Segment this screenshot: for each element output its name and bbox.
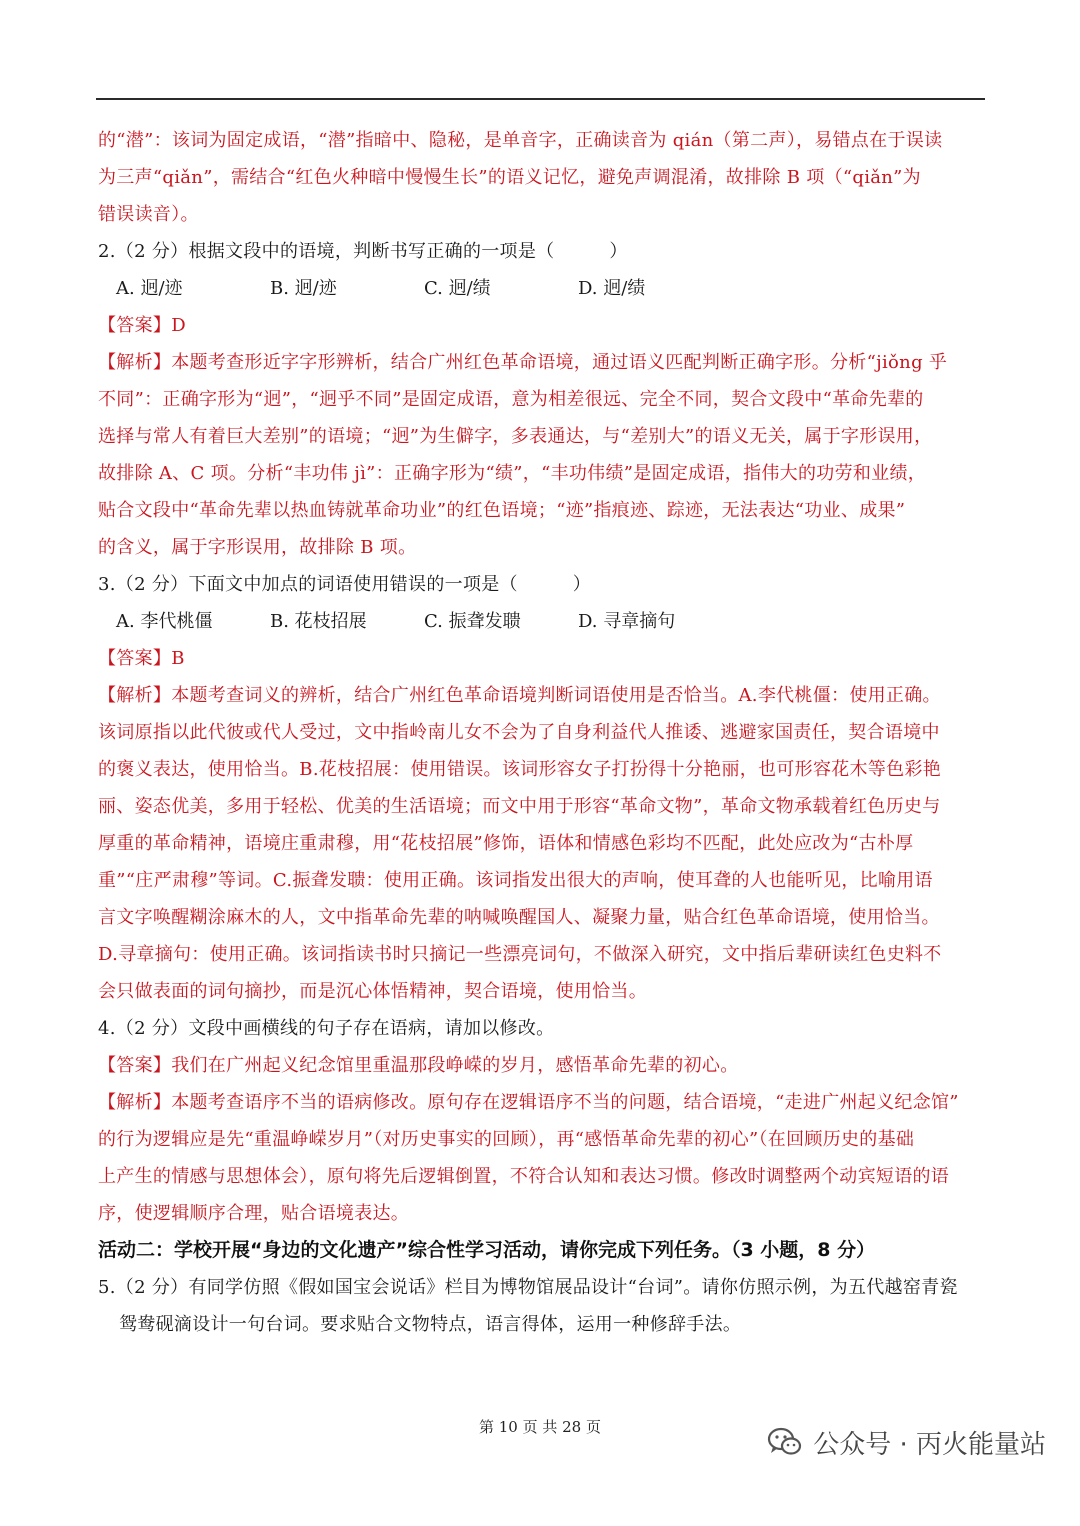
option-item: B. 花枝招展 (270, 611, 367, 632)
answer-line: 【解析】本题考查形近字字形辨析，结合广州红色革命语境，通过语义匹配判断正确字形。分析“jiǒng 乎 (98, 352, 948, 373)
answer-line: 为三声“qiǎn”，需结合“红色火种暗中慢慢生长”的语义记忆，避免声调混淆，故排除 B 项（“qiǎn”为 (98, 167, 921, 188)
header-rule (96, 98, 985, 100)
answer-line: 的“潜”：该词为固定成语，“潜”指暗中、隐秘，是单音字，正确读音为 qián（第二声），易错点在于误读 (98, 130, 943, 151)
answer-line: 不同”：正确字形为“迥”，“迥乎不同”是固定成语，意为相差很远、完全不同，契合文段中“革命先辈的 (98, 389, 924, 410)
answer-line: 故排除 A、C 项。分析“丰功伟 jì”：正确字形为“绩”，“丰功伟绩”是固定成语，指伟大的功劳和业绩， (98, 463, 927, 484)
watermark-text: 公众号 · 丙火能量站 (813, 1429, 1046, 1460)
answer-line: 言文字唤醒糊涂麻木的人，文中指革命先辈的呐喊唤醒国人、凝聚力量，贴合红色革命语境，使用恰当。 (98, 907, 940, 928)
section-heading: 活动二：学校开展“身边的文化遗产”综合性学习活动，请你完成下列任务。（3 小题，8 分） (98, 1239, 876, 1261)
option-row (98, 603, 988, 640)
option-item: B. 迥/迹 (270, 278, 337, 299)
answer-line: 丽、姿态优美，多用于轻松、优美的生活语境；而文中用于形容“革命文物”，革命文物承载着红色历史与 (98, 796, 941, 817)
option-item: C. 振聋发聩 (424, 611, 521, 632)
answer-line: 上产生的情感与思想体会），原句将先后逻辑倒置，不符合认知和表达习惯。修改时调整两个动宾短语的语 (98, 1166, 950, 1187)
option-item: D. 寻章摘句 (578, 611, 676, 632)
answer-line: 【答案】我们在广州起义纪念馆里重温那段峥嵘的岁月，感悟革命先辈的初心。 (98, 1055, 739, 1076)
answer-line: 的含义，属于字形误用，故排除 B 项。 (98, 537, 417, 558)
answer-line: 序，使逻辑顺序合理，贴合语境表达。 (98, 1203, 410, 1224)
answer-line: 错误读音）。 (98, 204, 199, 225)
document-body (98, 122, 988, 1343)
option-row (98, 270, 988, 307)
answer-line: 选择与常人有着巨大差别”的语境；“迥”为生僻字，多表通达，与“差别大”的语义无关，属于字形误用， (98, 426, 933, 447)
question-line: 鸳鸯砚滴设计一句台词。要求贴合文物特点，语言得体，运用一种修辞手法。 (119, 1314, 742, 1335)
question-line: 4.（2 分）文段中画横线的句子存在语病，请加以修改。 (98, 1018, 555, 1039)
answer-line: 会只做表面的词句摘抄，而是沉心体悟精神，契合语境，使用恰当。 (98, 981, 647, 1002)
option-item: A. 迥/迹 (116, 278, 183, 299)
question-line: 2.（2 分）根据文段中的语境，判断书写正确的一项是（ ） (98, 241, 628, 262)
answer-line: 【答案】B (98, 648, 185, 669)
page-number: 第 10 页 共 28 页 (478, 1418, 601, 1436)
answer-line: 【解析】本题考查语序不当的语病修改。原句存在逻辑语序不当的问题，结合语境，“走进广州起义纪念馆” (98, 1092, 959, 1113)
answer-line: 该词原指以此代彼或代人受过，文中指岭南儿女不会为了自身利益代人推诿、逃避家国责任，契合语境中 (98, 722, 940, 743)
option-item: D. 迥/绩 (578, 278, 646, 299)
answer-line: 【答案】D (98, 315, 186, 336)
watermark (767, 1420, 1046, 1464)
answer-line: D.寻章摘句：使用正确。该词指读书时只摘记一些漂亮词句，不做深入研究，文中指后辈研读红色史料不 (98, 944, 942, 965)
answer-line: 的行为逻辑应是先“重温峥嵘岁月”（对历史事实的回顾），再“感悟革命先辈的初心”（在回顾历史的基础 (98, 1129, 915, 1150)
answer-line: 【解析】本题考查词义的辨析，结合广州红色革命语境判断词语使用是否恰当。A.李代桃僵：使用正确。 (98, 685, 941, 706)
question-line: 5.（2 分）有同学仿照《假如国宝会说话》栏目为博物馆展品设计“台词”。请你仿照示例，为五代越窑青瓷 (98, 1277, 958, 1298)
option-item: A. 李代桃僵 (116, 611, 213, 632)
answer-line: 的褒义表达，使用恰当。B.花枝招展：使用错误。该词形容女子打扮得十分艳丽，也可形容花木等色彩艳 (98, 759, 942, 780)
answer-line: 重”“庄严肃穆”等词。C.振聋发聩：使用正确。该词指发出很大的声响，使耳聋的人也能听见，比喻用语 (98, 870, 933, 891)
option-item: C. 迥/绩 (424, 278, 491, 299)
wechat-icon (767, 1427, 803, 1457)
question-line: 3.（2 分）下面文中加点的词语使用错误的一项是（ ） (98, 574, 592, 595)
answer-line: 贴合文段中“革命先辈以热血铸就革命功业”的红色语境；“迹”指痕迹、踪迹，无法表达“功业、成果” (98, 500, 906, 521)
answer-line: 厚重的革命精神，语境庄重肃穆，用“花枝招展”修饰，语体和情感色彩均不匹配，此处应改为“古朴厚 (98, 833, 914, 854)
